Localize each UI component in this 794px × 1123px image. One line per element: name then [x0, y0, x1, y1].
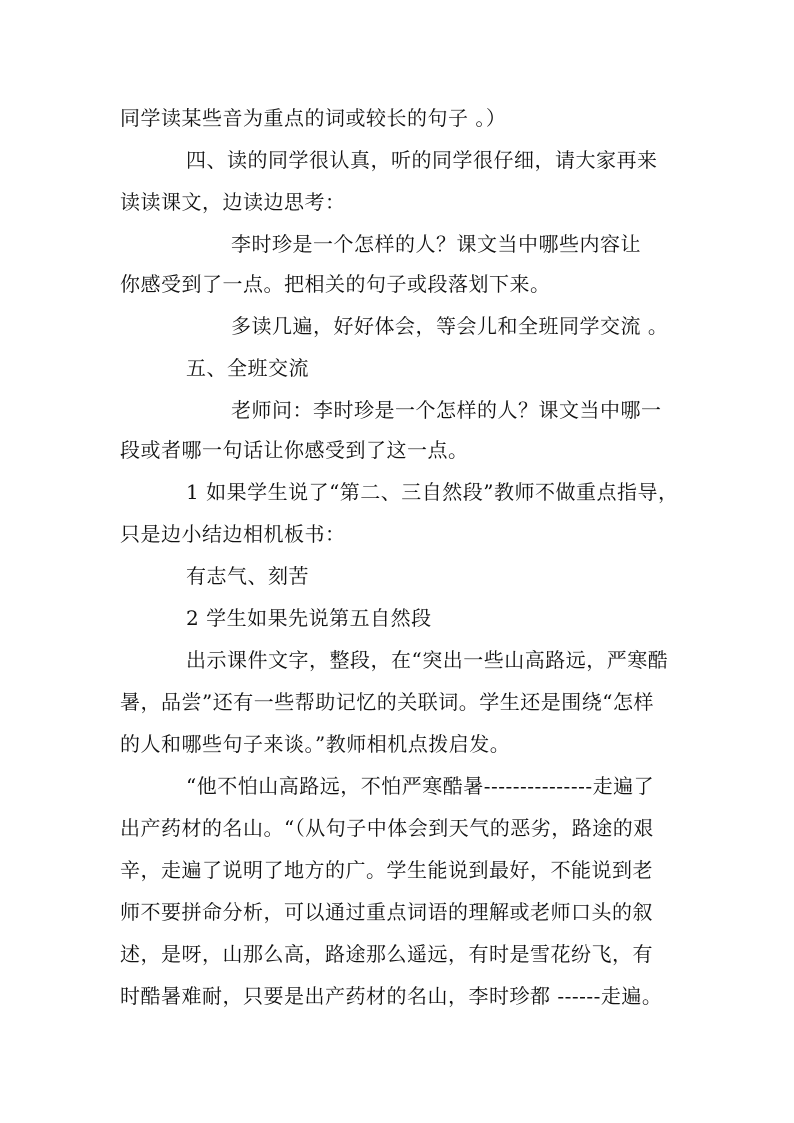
text-line: 辛，走遍了说明了地方的广。学生能说到最好，不能说到老: [120, 858, 653, 882]
text-line: 时酷暑难耐，只要是出产药材的名山，李时珍都 ------走遍。: [120, 984, 663, 1008]
text-line: 的人和哪些句子来谈。”教师相机点拨启发。: [120, 732, 511, 756]
text-line: 段或者哪一句话让你感受到了这一点。: [120, 438, 469, 462]
text-line: 出产药材的名山。“（从句子中体会到天气的恶劣，路途的艰: [120, 816, 654, 840]
text-line: 多读几遍，好好体会，等会儿和全班同学交流 。: [231, 314, 669, 338]
text-line: “他不怕山高路远，不怕严寒酷暑---------------走遍了: [186, 774, 655, 798]
text-line: 只是边小结边相机板书：: [120, 522, 346, 546]
text-line: 老师问：李时珍是一个怎样的人？课文当中哪一: [231, 398, 662, 422]
text-line: 你感受到了一点。把相关的句子或段落划下来。: [120, 272, 551, 296]
text-line: 师不要拼命分析，可以通过重点词语的理解或老师口头的叙: [120, 900, 653, 924]
text-line: 出示课件文字，整段，在“突出一些山高路远，严寒酷: [186, 648, 669, 672]
text-line: 2 学生如果先说第五自然段: [186, 606, 432, 630]
text-line: 同学读某些音为重点的词或较长的句子 。）: [120, 106, 507, 130]
text-line: 四、读的同学很认真，听的同学很仔细，请大家再来: [186, 148, 658, 172]
text-line: 有志气、刻苦: [186, 564, 309, 588]
text-line: 1 如果学生说了“第二、三自然段”教师不做重点指导，: [186, 480, 679, 504]
text-line: 李时珍是一个怎样的人？课文当中哪些内容让: [231, 232, 641, 256]
text-line: 暑，品尝”还有一些帮助记忆的关联词。学生还是围绕“怎样: [120, 690, 654, 714]
text-line: 读读课文，边读边思考：: [120, 190, 346, 214]
text-line: 述，是呀，山那么高，路途那么遥远，有时是雪花纷飞，有: [120, 942, 653, 966]
text-line: 五、全班交流: [186, 356, 309, 380]
